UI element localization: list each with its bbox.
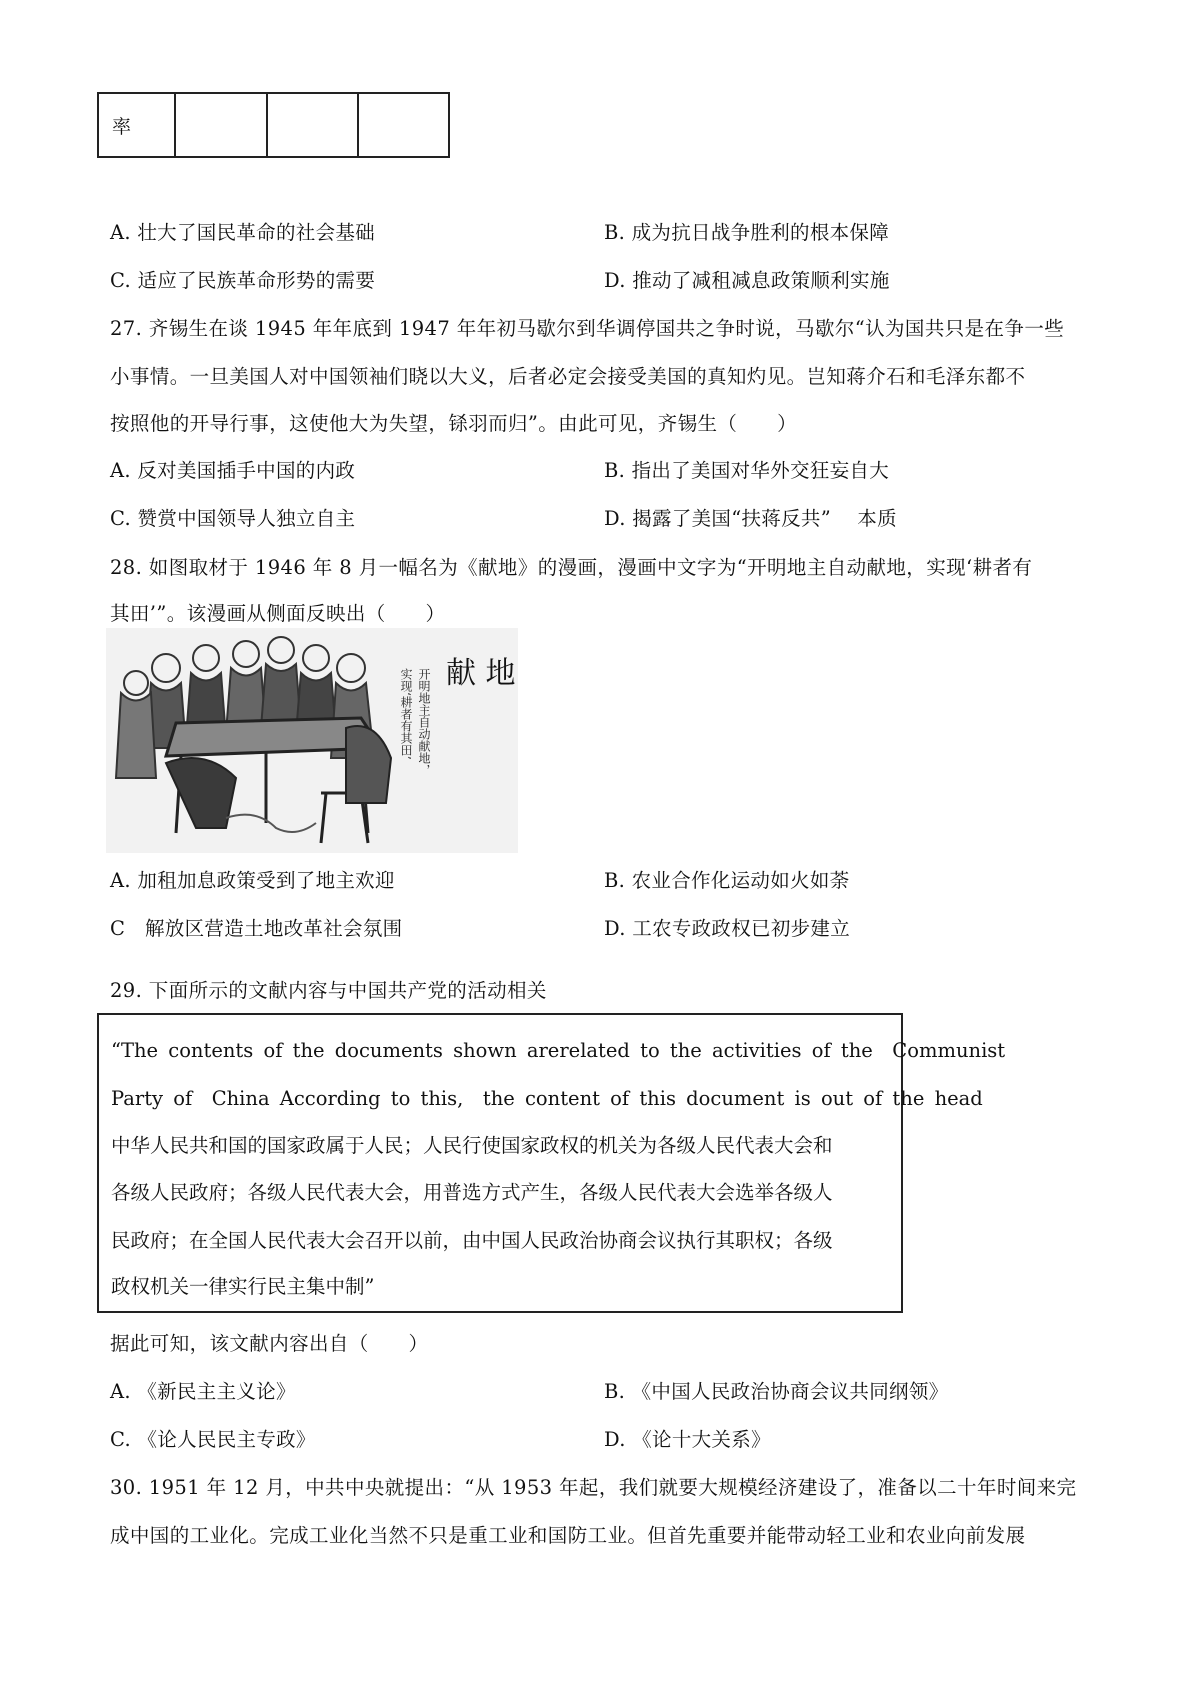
q30-stem-line-2: 成中国的工业化。完成工业化当然不只是重工业和国防工业。但首先重要并能带动轻工业和农业向前发展	[110, 1524, 1026, 1547]
q29-option-c: C. 《论人民民主专政》	[110, 1428, 316, 1451]
table-row-label: 率	[98, 93, 175, 157]
partial-table	[97, 92, 450, 158]
q26-option-b: B. 成为抗日战争胜利的根本保障	[604, 221, 890, 244]
q29-quote-line: 政权机关一律实行民主集中制”	[111, 1275, 375, 1298]
q29-quote-line: 中华人民共和国的国家政属于人民；人民行使国家政权的机关为各级人民代表大会和	[111, 1134, 833, 1157]
q29-quote-line: Party of China According to this, the content of this document is out of the head	[111, 1087, 983, 1110]
cartoon-caption-col-1: 开明地主自动献地，	[417, 668, 431, 776]
q29-intro: 29. 下面所示的文献内容与中国共产党的活动相关	[110, 979, 547, 1002]
q26-option-c: C. 适应了民族革命形势的需要	[110, 269, 376, 292]
q28-option-a: A. 加租加息政策受到了地主欢迎	[110, 869, 395, 892]
q29-question: 据此可知，该文献内容出自（ ）	[110, 1332, 429, 1355]
q28-option-b: B. 农业合作化运动如火如荼	[604, 869, 850, 892]
q29-option-d: D. 《论十大关系》	[604, 1428, 771, 1451]
cartoon-caption-col-2: 实现‘耕者有其田’	[399, 668, 413, 760]
q27-option-d: D. 揭露了美国“扶蒋反共” 本质	[604, 507, 897, 530]
q30-stem-line-1: 30. 1951 年 12 月，中共中央就提出：“从 1953 年起，我们就要大规模经济建设了，准备以二十年时间来完	[110, 1476, 1077, 1499]
table-cell	[267, 93, 358, 157]
q28-option-c: C 解放区营造土地改革社会氛围	[110, 917, 403, 940]
q26-option-d: D. 推动了减租减息政策顺利实施	[604, 269, 890, 292]
q28-option-d: D. 工农专政政权已初步建立	[604, 917, 851, 940]
q29-option-a: A. 《新民主主义论》	[110, 1380, 296, 1403]
q27-stem-line-2: 小事情。一旦美国人对中国领袖们晓以大义，后者必定会接受美国的真知灼见。岂知蒋介石和毛泽东都不	[110, 365, 1026, 388]
cartoon-sketch	[106, 628, 518, 853]
q26-option-a: A. 壮大了国民革命的社会基础	[110, 221, 375, 244]
q27-option-a: A. 反对美国插手中国的内政	[110, 459, 356, 482]
cartoon-image	[106, 628, 518, 853]
q29-document-quote-box	[97, 1013, 1006, 1313]
q29-quote-line: “The contents of the documents shown arerelated to the activities of the Communist	[111, 1039, 1006, 1062]
cartoon-title: 献 地	[446, 656, 516, 691]
q28-stem-line-1: 28. 如图取材于 1946 年 8 月一幅名为《献地》的漫画，漫画中文字为“开明地主自动献地，实现‘耕者有	[110, 556, 1033, 579]
q28-stem-line-2: 其田’”。该漫画从侧面反映出（ ）	[110, 602, 446, 625]
q27-option-c: C. 赞赏中国领导人独立自主	[110, 507, 356, 530]
table-row	[98, 93, 449, 157]
q27-stem-line-1: 27. 齐锡生在谈 1945 年年底到 1947 年年初马歇尔到华调停国共之争时说，马歇尔“认为国共只是在争一些	[110, 317, 1065, 340]
q29-option-b: B. 《中国人民政治协商会议共同纲领》	[604, 1380, 949, 1403]
table-cell	[175, 93, 267, 157]
q29-quote-line: 民政府；在全国人民代表大会召开以前，由中国人民政治协商会议执行其职权；各级	[111, 1229, 833, 1252]
q29-quote-line: 各级人民政府；各级人民代表大会，用普选方式产生，各级人民代表大会选举各级人	[111, 1181, 833, 1204]
q27-option-b: B. 指出了美国对华外交狂妄自大	[604, 459, 890, 482]
table-cell	[358, 93, 449, 157]
q27-stem-line-3: 按照他的开导行事，这使他大为失望，铩羽而归”。由此可见，齐锡生（ ）	[110, 412, 797, 435]
